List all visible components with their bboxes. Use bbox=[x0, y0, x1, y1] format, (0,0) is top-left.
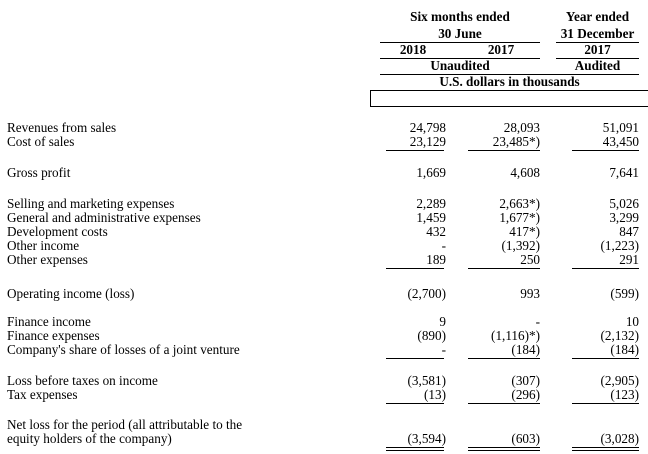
row-value: (1,116)*) bbox=[491, 328, 540, 343]
row-value: 2,289 bbox=[416, 196, 446, 211]
header-year-ended: Year ended bbox=[565, 9, 630, 24]
total-rule bbox=[386, 447, 444, 448]
net-loss-label-line1: Net loss for the period (all attributable to the bbox=[7, 417, 243, 432]
subtotal-rule bbox=[386, 268, 444, 269]
net-loss-label-line2: equity holders of the company) bbox=[7, 431, 172, 446]
row-value: (184) bbox=[610, 342, 639, 357]
row-value: 7,641 bbox=[609, 165, 639, 180]
row-value: 9 bbox=[439, 314, 446, 329]
row-value: (890) bbox=[417, 328, 446, 343]
row-value: 51,091 bbox=[602, 120, 639, 135]
row-label: Selling and marketing expenses bbox=[7, 196, 175, 211]
row-value: (2,905) bbox=[600, 373, 639, 388]
row-value: 4,608 bbox=[510, 165, 540, 180]
row-value: (1,392) bbox=[501, 238, 540, 253]
subtotal-rule bbox=[468, 403, 540, 404]
row-value: (307) bbox=[511, 373, 540, 388]
row-value: (123) bbox=[610, 387, 639, 402]
row-value: 2,663*) bbox=[499, 196, 540, 211]
row-value: 1,677*) bbox=[499, 210, 540, 225]
row-label: Development costs bbox=[7, 224, 108, 239]
total-rule bbox=[572, 450, 639, 451]
row-value: - bbox=[441, 342, 446, 357]
row-label: Other expenses bbox=[7, 252, 88, 267]
row-value: (2,132) bbox=[600, 328, 639, 343]
row-label: Revenues from sales bbox=[7, 120, 117, 135]
header-six-months-date: 30 June bbox=[438, 26, 482, 41]
row-value: 24,798 bbox=[409, 120, 446, 135]
row-value: (13) bbox=[424, 387, 446, 402]
subtotal-rule bbox=[468, 358, 540, 359]
subtotal-rule bbox=[572, 150, 639, 151]
header-col-year-2017: 2017 bbox=[584, 42, 611, 57]
row-label: Cost of sales bbox=[7, 134, 75, 149]
header-six-months: Six months ended bbox=[410, 9, 510, 24]
net-loss-value: (603) bbox=[511, 431, 540, 446]
row-value: 291 bbox=[619, 252, 639, 267]
row-value: 23,485*) bbox=[492, 134, 540, 149]
row-label: Gross profit bbox=[7, 165, 71, 180]
row-value: 43,450 bbox=[602, 134, 639, 149]
row-label: Finance expenses bbox=[7, 328, 100, 343]
row-value: 28,093 bbox=[503, 120, 540, 135]
header-col-2017: 2017 bbox=[487, 42, 515, 57]
row-value: 23,129 bbox=[409, 134, 446, 149]
row-value: - bbox=[441, 238, 446, 253]
row-value: 847 bbox=[619, 224, 639, 239]
row-value: (2,700) bbox=[407, 286, 446, 301]
row-label: Other income bbox=[7, 238, 80, 253]
row-value: 189 bbox=[426, 252, 446, 267]
header-unaudited: Unaudited bbox=[430, 58, 490, 73]
row-value: (599) bbox=[610, 286, 639, 301]
header-year-date: 31 December bbox=[560, 26, 635, 41]
subtotal-rule bbox=[572, 358, 639, 359]
net-loss-value: (3,028) bbox=[600, 431, 639, 446]
row-label: Finance income bbox=[7, 314, 91, 329]
row-value: (296) bbox=[511, 387, 540, 402]
header-currency: U.S. dollars in thousands bbox=[439, 74, 580, 89]
row-value: 993 bbox=[520, 286, 540, 301]
row-value: 10 bbox=[625, 314, 639, 329]
row-value: 3,299 bbox=[609, 210, 639, 225]
subtotal-rule bbox=[386, 358, 444, 359]
total-rule bbox=[572, 447, 639, 448]
row-value: 417*) bbox=[509, 224, 540, 239]
total-rule bbox=[468, 450, 540, 451]
row-value: 1,669 bbox=[416, 165, 446, 180]
total-rule bbox=[468, 447, 540, 448]
header-rule bbox=[370, 90, 648, 91]
header-audited: Audited bbox=[574, 58, 621, 73]
row-label: Loss before taxes on income bbox=[7, 373, 158, 388]
row-label: General and administrative expenses bbox=[7, 210, 201, 225]
row-value: (184) bbox=[511, 342, 540, 357]
subtotal-rule bbox=[468, 268, 540, 269]
row-value: 5,026 bbox=[609, 196, 639, 211]
column-frame-line bbox=[370, 90, 371, 106]
header-col-2018: 2018 bbox=[399, 42, 427, 57]
header-rule bbox=[370, 106, 648, 107]
row-label: Company's share of losses of a joint venture bbox=[7, 342, 240, 357]
total-rule bbox=[386, 450, 444, 451]
row-label: Operating income (loss) bbox=[7, 286, 135, 301]
subtotal-rule bbox=[386, 403, 444, 404]
subtotal-rule bbox=[572, 403, 639, 404]
row-value: 1,459 bbox=[416, 210, 446, 225]
subtotal-rule bbox=[468, 150, 540, 151]
subtotal-rule bbox=[386, 150, 444, 151]
row-value: - bbox=[535, 314, 540, 329]
row-value: (1,223) bbox=[600, 238, 639, 253]
net-loss-value: (3,594) bbox=[407, 431, 446, 446]
row-value: 250 bbox=[520, 252, 540, 267]
subtotal-rule bbox=[572, 268, 639, 269]
row-label: Tax expenses bbox=[7, 387, 78, 402]
row-value: (3,581) bbox=[407, 373, 446, 388]
row-value: 432 bbox=[426, 224, 446, 239]
